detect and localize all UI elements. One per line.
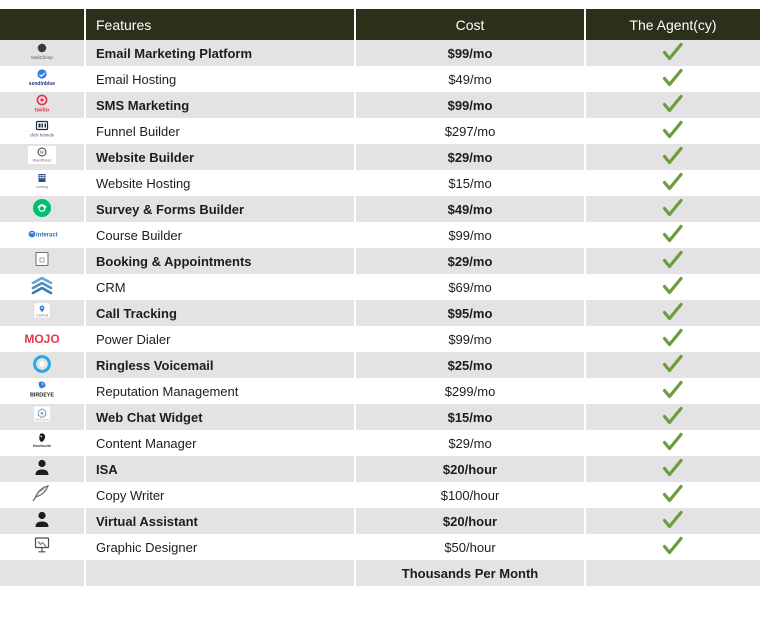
check-icon: [662, 380, 684, 400]
cell-agency-included: [585, 170, 760, 196]
cell-cost: $99/mo: [355, 326, 585, 352]
svg-text:MOJO: MOJO: [24, 331, 60, 346]
table-row: [0, 144, 760, 170]
cell-feature-name: Content Manager: [85, 430, 355, 456]
cell-agency-included: [585, 404, 760, 430]
callrail-logo: [16, 301, 68, 323]
check-icon: [662, 276, 684, 296]
mailchimp-logo: [16, 41, 68, 63]
check-icon: [662, 198, 684, 218]
wordpress-logo: [16, 145, 68, 167]
table-row: [0, 40, 760, 66]
person-logo: [16, 509, 68, 531]
cell-feature-name: Web Chat Widget: [85, 404, 355, 430]
cell-service-logo: [0, 66, 85, 92]
cell-service-logo: [0, 404, 85, 430]
services-cost-comparison-table: [0, 9, 760, 586]
cell-feature-name: Course Builder: [85, 222, 355, 248]
svg-text:twilio: twilio: [34, 107, 50, 113]
sendinblue-logo: [16, 67, 68, 89]
cell-agency-included: [585, 92, 760, 118]
cell-cost: $50/hour: [355, 534, 585, 560]
cell-agency-included: [585, 378, 760, 404]
cell-agency-included: [585, 118, 760, 144]
check-icon: [662, 42, 684, 62]
cell-cost: $25/mo: [355, 352, 585, 378]
cell-agency-included: [585, 274, 760, 300]
check-icon: [662, 432, 684, 452]
svg-text:hosting: hosting: [36, 184, 48, 189]
cell-agency-included: [585, 430, 760, 456]
cell-service-logo: [0, 352, 85, 378]
table-row: [0, 482, 760, 508]
cell-feature-name: Call Tracking: [85, 300, 355, 326]
birdeye-logo: [16, 379, 68, 401]
check-icon: [662, 68, 684, 88]
hootsuite-logo: [16, 431, 68, 453]
cell-feature-name: Copy Writer: [85, 482, 355, 508]
cell-cost: $15/mo: [355, 170, 585, 196]
webchat-logo: [16, 405, 68, 427]
check-icon: [662, 250, 684, 270]
table-total-row: [0, 560, 760, 586]
table-row: [0, 118, 760, 144]
cell-feature-name: Survey & Forms Builder: [85, 196, 355, 222]
table-body: [0, 40, 760, 586]
column-header-cost: Cost: [355, 9, 585, 40]
designer-logo: [16, 535, 68, 557]
table-row: [0, 274, 760, 300]
table-row: [0, 326, 760, 352]
cell-cost: $95/mo: [355, 300, 585, 326]
check-icon: [662, 94, 684, 114]
check-icon: [662, 458, 684, 478]
column-header-features: Features: [85, 9, 355, 40]
cell-feature-name: CRM: [85, 274, 355, 300]
cell-feature-name: Reputation Management: [85, 378, 355, 404]
check-icon: [662, 510, 684, 530]
interact-logo: [16, 223, 68, 245]
svg-text:Hootsuite: Hootsuite: [32, 442, 52, 448]
cell-feature-name: Power Dialer: [85, 326, 355, 352]
mojo-logo: [16, 327, 68, 349]
table-row: [0, 222, 760, 248]
cell-agency-included: [585, 456, 760, 482]
cell-agency-included: [585, 534, 760, 560]
cell-agency-included: [585, 508, 760, 534]
cell-service-logo: [0, 482, 85, 508]
cell-cost: $99/mo: [355, 40, 585, 66]
cell-cost: $29/mo: [355, 248, 585, 274]
cell-agency-included: [585, 222, 760, 248]
table-row: [0, 352, 760, 378]
table-row: [0, 300, 760, 326]
svg-text:CallRail: CallRail: [35, 313, 49, 317]
table-row: [0, 378, 760, 404]
cell-service-logo: [0, 430, 85, 456]
svg-text:BIRDEYE: BIRDEYE: [30, 392, 54, 398]
twilio-logo: [16, 93, 68, 115]
person-logo: [16, 457, 68, 479]
surveymonkey-logo: [16, 197, 68, 219]
cell-cost: $297/mo: [355, 118, 585, 144]
cell-feature-name: Virtual Assistant: [85, 508, 355, 534]
table-row: [0, 404, 760, 430]
cell-feature-name: [85, 560, 355, 586]
cell-service-logo: [0, 300, 85, 326]
check-icon: [662, 172, 684, 192]
cell-agency-included: [585, 196, 760, 222]
cell-cost: $299/mo: [355, 378, 585, 404]
cell-total-cost-label: Thousands Per Month: [355, 560, 585, 586]
table-header: [0, 9, 760, 40]
cell-feature-name: Funnel Builder: [85, 118, 355, 144]
cell-service-logo: [0, 92, 85, 118]
cell-cost: $29/mo: [355, 144, 585, 170]
cell-agency-included: [585, 248, 760, 274]
cell-service-logo: [0, 378, 85, 404]
cell-agency-included: [585, 560, 760, 586]
table-row: [0, 196, 760, 222]
cell-cost: $20/hour: [355, 508, 585, 534]
svg-text:interact: interact: [36, 232, 58, 238]
table-header-row: [0, 9, 760, 40]
cell-feature-name: Email Hosting: [85, 66, 355, 92]
check-icon: [662, 224, 684, 244]
cell-service-logo: [0, 196, 85, 222]
cell-service-logo: [0, 326, 85, 352]
cell-agency-included: [585, 66, 760, 92]
cell-service-logo: [0, 118, 85, 144]
check-icon: [662, 406, 684, 426]
cell-cost: $49/mo: [355, 196, 585, 222]
svg-text:sendinblue: sendinblue: [28, 80, 56, 87]
cell-feature-name: Website Builder: [85, 144, 355, 170]
cell-service-logo: [0, 40, 85, 66]
check-icon: [662, 146, 684, 166]
table-row: [0, 534, 760, 560]
cell-agency-included: [585, 352, 760, 378]
table-row: [0, 456, 760, 482]
cell-cost: $99/mo: [355, 222, 585, 248]
svg-text:W: W: [39, 150, 45, 156]
slybroadcast-logo: [16, 353, 68, 375]
cell-cost: $15/mo: [355, 404, 585, 430]
cell-service-logo: [0, 222, 85, 248]
table-row: [0, 66, 760, 92]
cell-agency-included: [585, 300, 760, 326]
hosting-logo: [16, 171, 68, 193]
cell-feature-name: SMS Marketing: [85, 92, 355, 118]
cell-cost: $99/mo: [355, 92, 585, 118]
cell-agency-included: [585, 326, 760, 352]
check-icon: [662, 484, 684, 504]
cell-feature-name: Booking & Appointments: [85, 248, 355, 274]
cell-agency-included: [585, 144, 760, 170]
cell-service-logo: [0, 560, 85, 586]
check-icon: [662, 328, 684, 348]
check-icon: [662, 536, 684, 556]
cell-feature-name: Graphic Designer: [85, 534, 355, 560]
check-icon: [662, 120, 684, 140]
cell-feature-name: ISA: [85, 456, 355, 482]
cell-cost: $29/mo: [355, 430, 585, 456]
svg-text:click funnels: click funnels: [30, 132, 54, 137]
cell-service-logo: [0, 274, 85, 300]
cell-feature-name: Ringless Voicemail: [85, 352, 355, 378]
table-row: [0, 430, 760, 456]
crm-chevron-logo: [16, 275, 68, 297]
cell-cost: $20/hour: [355, 456, 585, 482]
cell-service-logo: [0, 508, 85, 534]
cell-feature-name: Website Hosting: [85, 170, 355, 196]
column-header-logo: [0, 9, 85, 40]
cell-service-logo: [0, 456, 85, 482]
svg-text:MailChimp: MailChimp: [31, 54, 53, 60]
calendar-logo: [16, 249, 68, 271]
cell-cost: $49/mo: [355, 66, 585, 92]
table-row: [0, 170, 760, 196]
svg-text:WordPress: WordPress: [32, 158, 52, 162]
cell-service-logo: [0, 170, 85, 196]
table-row: [0, 92, 760, 118]
check-icon: [662, 354, 684, 374]
cell-service-logo: [0, 534, 85, 560]
clickfunnels-logo: [16, 119, 68, 141]
cell-agency-included: [585, 482, 760, 508]
column-header-agency: The Agent(cy): [585, 9, 760, 40]
svg-text:Web Chat: Web Chat: [35, 417, 49, 422]
cell-agency-included: [585, 40, 760, 66]
cell-service-logo: [0, 144, 85, 170]
cell-cost: $100/hour: [355, 482, 585, 508]
check-icon: [662, 302, 684, 322]
quill-logo: [16, 483, 68, 505]
table-row: [0, 248, 760, 274]
cell-feature-name: Email Marketing Platform: [85, 40, 355, 66]
cell-cost: $69/mo: [355, 274, 585, 300]
cell-service-logo: [0, 248, 85, 274]
table-row: [0, 508, 760, 534]
